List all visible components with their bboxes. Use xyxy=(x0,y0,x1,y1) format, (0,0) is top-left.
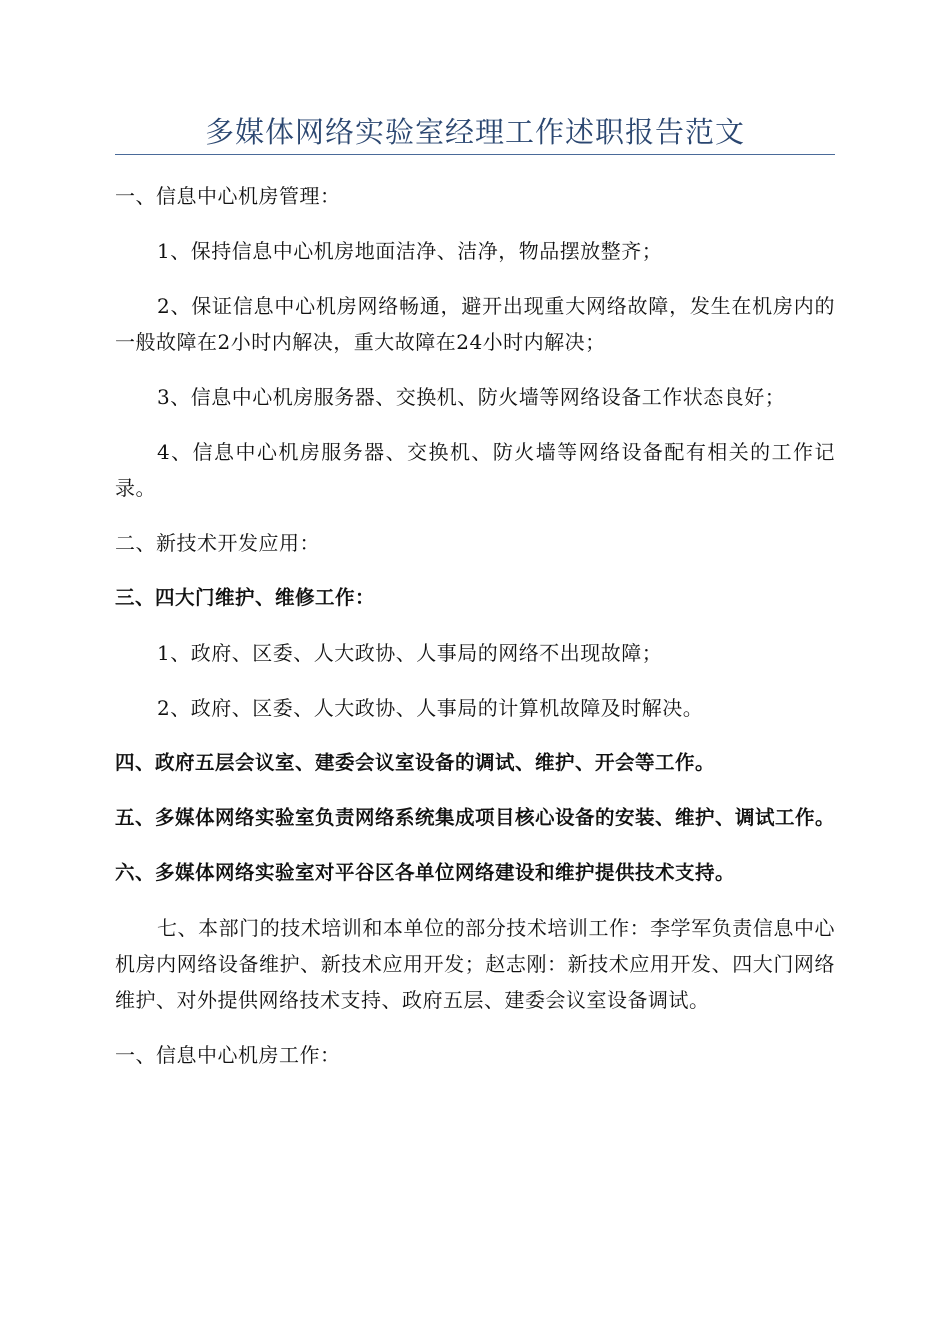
section-heading-3: 三、四大门维护、维修工作： xyxy=(115,586,376,609)
section-heading-1: 一、信息中心机房管理： xyxy=(115,184,341,208)
section-heading-6: 六、多媒体网络实验室对平谷区各单位网络建设和维护提供技术支持。 xyxy=(115,861,736,884)
document-body xyxy=(115,178,835,1073)
list-item: 1、保持信息中心机房地面洁净、洁净，物品摆放整齐； xyxy=(157,239,663,263)
list-item: 3、信息中心机房服务器、交换机、防火墙等网络设备工作状态良好； xyxy=(157,385,786,409)
section-paragraph-7: 七、本部门的技术培训和本单位的部分技术培训工作：李学军负责信息中心机房内网络设备维护、新技术应用开发；赵志刚：新技术应用开发、四大门网络维护、对外提供网络技术支持、政府五层、建委会议室设备调试。 xyxy=(115,916,835,1012)
section-heading-4: 四、政府五层会议室、建委会议室设备的调试、维护、开会等工作。 xyxy=(115,751,716,774)
list-item: 2、保证信息中心机房网络畅通，避开出现重大网络故障，发生在机房内的一般故障在2小时内解决，重大故障在24小时内解决； xyxy=(115,294,835,354)
section-heading-2: 二、新技术开发应用： xyxy=(115,531,320,555)
section-heading-5: 五、多媒体网络实验室负责网络系统集成项目核心设备的安装、维护、调试工作。 xyxy=(115,806,836,829)
document-title: 多媒体网络实验室经理工作述职报告范文 xyxy=(204,115,745,149)
list-item: 1、政府、区委、人大政协、人事局的网络不出现故障； xyxy=(157,641,663,665)
list-item: 2、政府、区委、人大政协、人事局的计算机故障及时解决。 xyxy=(157,696,704,720)
list-item: 4、信息中心机房服务器、交换机、防火墙等网络设备配有相关的工作记录。 xyxy=(115,440,835,500)
section-heading-next: 一、信息中心机房工作： xyxy=(115,1043,341,1067)
title-underline xyxy=(115,154,835,155)
